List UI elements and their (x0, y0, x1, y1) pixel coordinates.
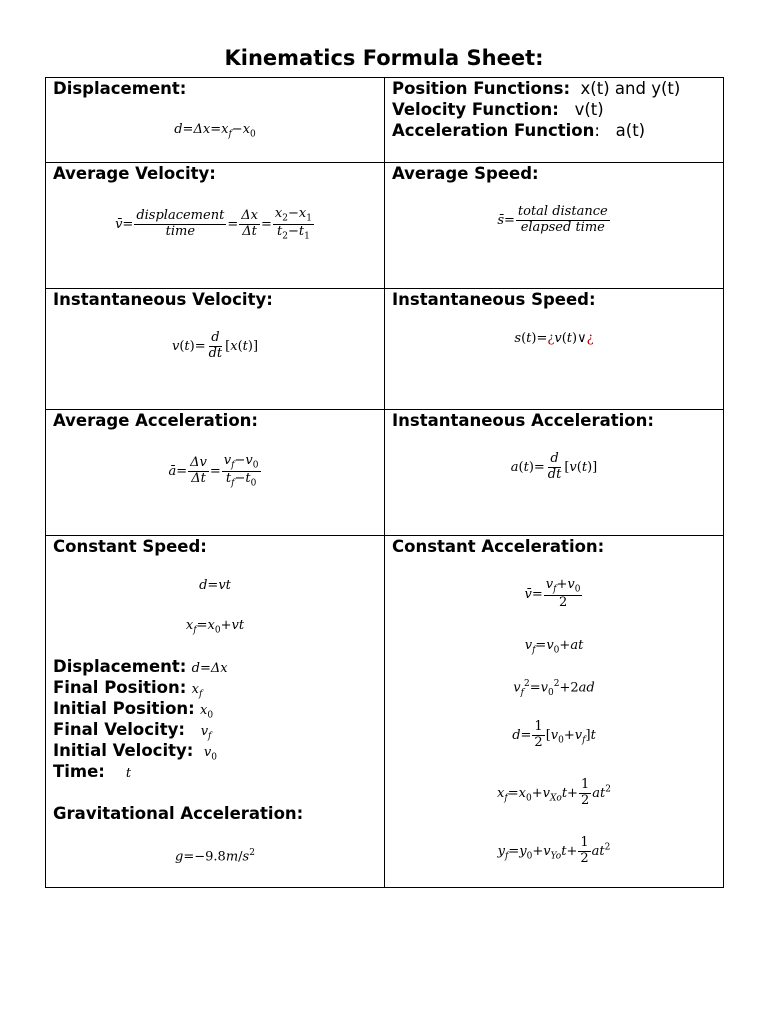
var-displacement: Displacement: d=Δx (53, 657, 228, 676)
formula-instantaneous-acceleration: a(t)= $\frac{d}{dt}$ [v(t)] (510, 451, 598, 482)
var-initial-position: Initial Position: $x_0$ (53, 699, 214, 721)
formula-const-accel-d: d= $\frac{1}{2}$ $[v_0+v_f]t$ (512, 719, 596, 750)
formula-const-accel-vf-squared: $v_f^2=v_0^2+2ad$ (513, 679, 595, 698)
heading-average-velocity: Average Velocity: (53, 164, 216, 183)
cell-instantaneous-acceleration (385, 410, 724, 536)
var-final-velocity: Final Velocity: $v_f$ (53, 720, 212, 742)
cell-average-speed (385, 163, 724, 289)
formula-const-accel-yf: $y_f=y_0+v_{Yo}t+$ $\frac{1}{2}$ $at^2$ (497, 835, 611, 866)
formula-displacement: $d=\Delta x=x_f-x_0$ (174, 122, 256, 140)
formula-average-acceleration: ā= $\frac{\Delta v}{\Delta t}$ = $\frac{v_f-v_0}{t_f-t_0}$ (168, 453, 259, 489)
formula-average-velocity: v̄= $\frac{\text{displacement}}{\text{time}}$ = $\frac{\Delta x}{\Delta t}$ = $\frac{x_2-x_1}{t_2-t_1}$ (115, 206, 312, 242)
formula-gravitational-acceleration: $g=-9.8m/s^2$ (175, 848, 255, 865)
heading-constant-speed: Constant Speed: (53, 537, 207, 556)
formula-instantaneous-speed: s(t)=¿v(t)∨¿ (514, 331, 594, 346)
formula-instantaneous-velocity: v(t)= $\frac{d}{dt}$ [x(t)] (171, 330, 259, 361)
formula-const-accel-vf: $v_f=v_0+at$ (524, 638, 584, 656)
var-time: Time: t (53, 762, 132, 781)
formula-constant-speed-xf: $x_f=x_0+vt$ (185, 618, 245, 636)
var-initial-velocity: Initial Velocity: $v_0$ (53, 741, 217, 763)
heading-instantaneous-speed: Instantaneous Speed: (392, 290, 596, 309)
cell-instantaneous-velocity (46, 289, 385, 410)
heading-instantaneous-velocity: Instantaneous Velocity: (53, 290, 273, 309)
formula-constant-speed-d: d=vt (199, 578, 231, 593)
heading-constant-acceleration: Constant Acceleration: (392, 537, 605, 556)
cell-displacement (46, 78, 385, 163)
formula-table (45, 77, 724, 888)
cell-average-velocity (46, 163, 385, 289)
velocity-function: Velocity Function: v(t) (392, 100, 604, 119)
var-final-position: Final Position: $x_f$ (53, 678, 203, 700)
acceleration-function: Acceleration Function: a(t) (392, 121, 646, 140)
position-functions: Position Functions: x(t) and y(t) (392, 79, 681, 98)
page-title: Kinematics Formula Sheet: (224, 46, 544, 70)
formula-const-accel-avg-velocity: v̄= $\frac{v_f+v_0}{2}$ (524, 577, 581, 610)
cell-constant-acceleration (385, 536, 724, 888)
formula-average-speed: s̄= $\frac{\text{total distance}}{\text{elapsed time}}$ (497, 204, 608, 235)
heading-instantaneous-acceleration: Instantaneous Acceleration: (392, 411, 654, 430)
heading-gravitational-acceleration: Gravitational Acceleration: (53, 804, 304, 823)
heading-displacement: Displacement: (53, 79, 187, 98)
heading-average-speed: Average Speed: (392, 164, 539, 183)
cell-functions (385, 78, 724, 163)
cell-constant-speed (46, 536, 385, 888)
heading-average-acceleration: Average Acceleration: (53, 411, 259, 430)
formula-const-accel-xf: $x_f=x_0+v_{Xo}t+$ $\frac{1}{2}$ $at^2$ (497, 777, 611, 808)
cell-average-acceleration (46, 410, 385, 536)
cell-instantaneous-speed (385, 289, 724, 410)
